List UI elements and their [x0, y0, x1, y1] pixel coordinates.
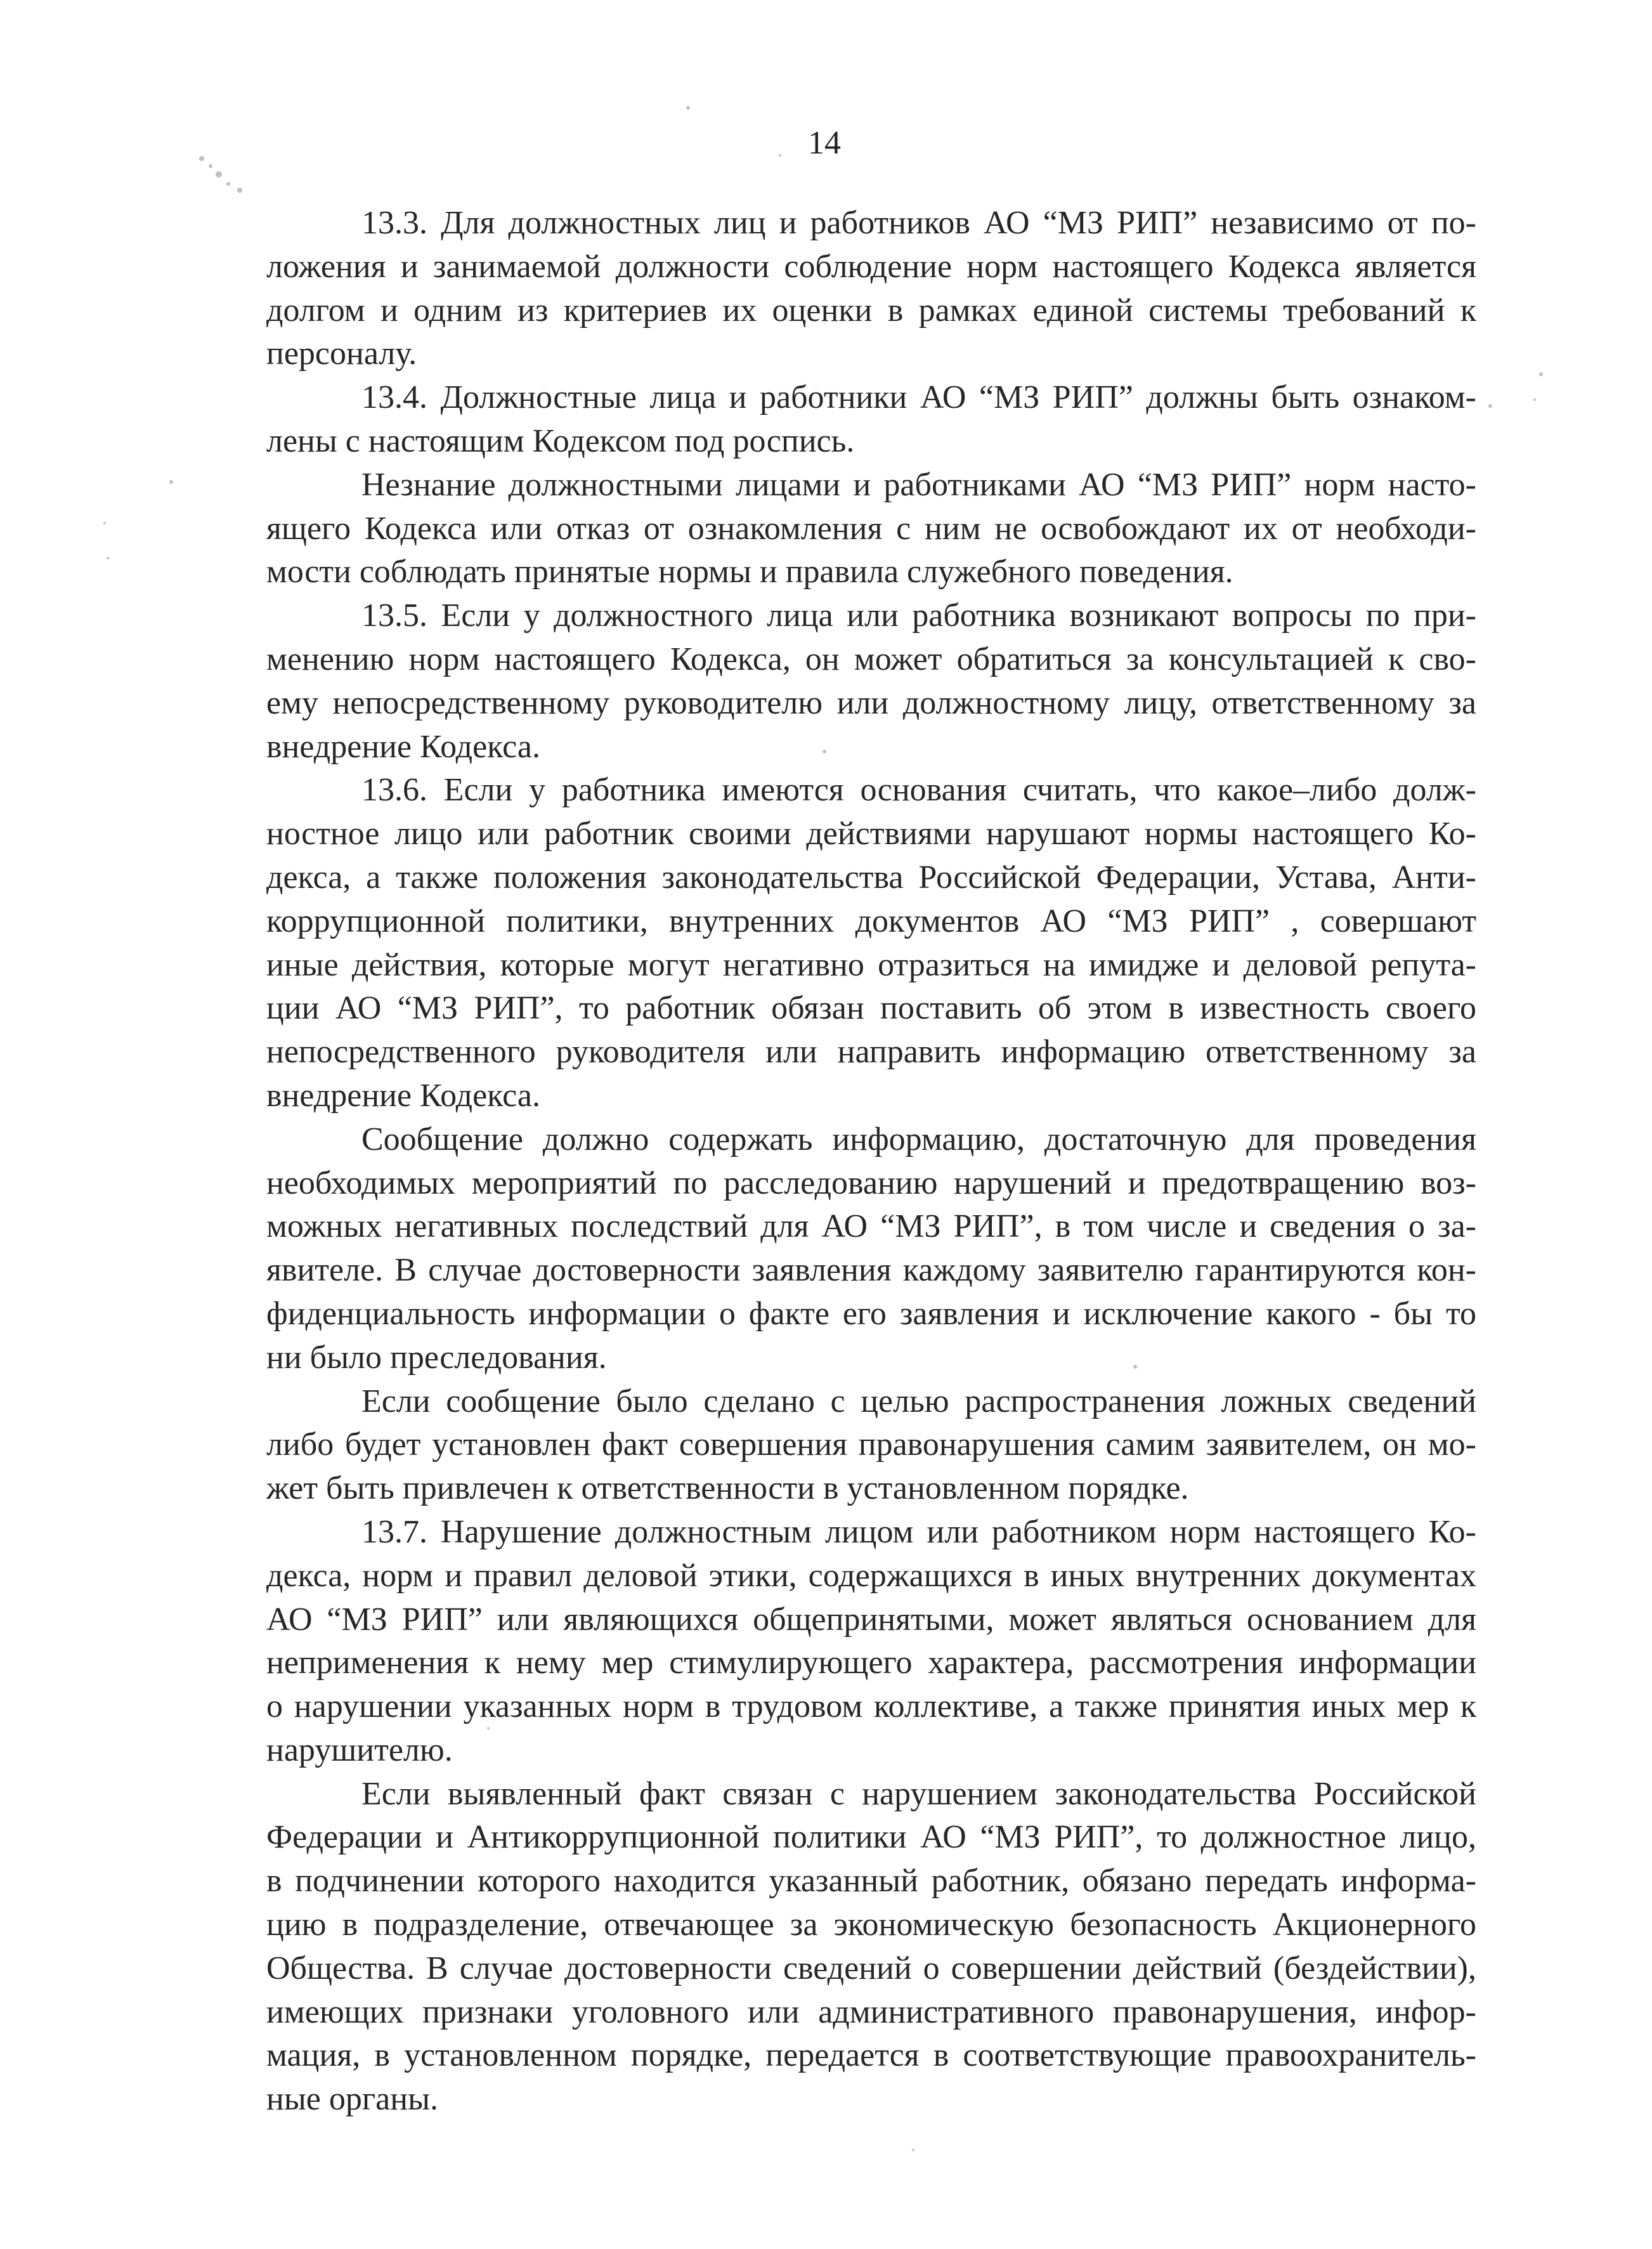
text-line: жет быть привлечен к ответственности в установленном порядке.	[266, 1470, 1189, 1507]
text-line: неприменения к нему мер стимулирующего характера, рассмотрения информации	[266, 1645, 1476, 1681]
text-line: можных негативных последствий для АО “МЗ РИП”, в том числе и сведения о за-	[266, 1208, 1476, 1245]
paragraph-13-3	[171, 202, 1476, 376]
text-line: 13.7. Нарушение должностным лицом или работником норм настоящего Ко-	[361, 1513, 1476, 1550]
text-line: Если выявленный факт связан с нарушением законодательства Российской	[361, 1775, 1476, 1812]
text-line: Федерации и Антикоррупционной политики АО “МЗ РИП”, то должностное лицо,	[266, 1819, 1476, 1856]
scan-speck	[1488, 404, 1492, 408]
text-line: Если сообщение было сделано с целью распространения ложных сведений	[361, 1383, 1476, 1419]
text-line: декса, а также положения законодательства Российской Федерации, Устава, Анти-	[266, 859, 1476, 896]
scan-speck	[237, 188, 242, 193]
paragraph-legal-violation	[171, 1773, 1476, 2122]
text-line: менению норм настоящего Кодекса, он может обратиться за консультацией к сво-	[266, 641, 1476, 677]
text-line: коррупционной политики, внутренних документов АО “МЗ РИП” , совершают	[266, 903, 1476, 939]
text-line: ностное лицо или работник своими действиями нарушают нормы настоящего Ко-	[266, 816, 1476, 852]
text-line: мости соблюдать принятые нормы и правила служебного поведения.	[266, 554, 1233, 590]
scan-speck	[209, 164, 212, 168]
text-line: явителе. В случае достоверности заявления каждому заявителю гарантируются кон-	[266, 1252, 1476, 1289]
paragraph-ignorance	[171, 464, 1476, 594]
paragraph-13-4	[171, 376, 1476, 464]
text-line: 13.4. Должностные лица и работники АО “МЗ РИП” должны быть ознаком-	[361, 379, 1476, 416]
text-line: имеющих признаки уголовного или административного правонарушения, инфор-	[266, 1993, 1476, 2030]
scan-speck	[226, 182, 230, 186]
text-line: ции АО “МЗ РИП”, то работник обязан поставить об этом в известность своего	[266, 990, 1476, 1027]
text-line: о нарушении указанных норм в трудовом коллективе, а также принятия иных мер к	[266, 1688, 1476, 1725]
text-line: персоналу.	[266, 336, 417, 372]
text-line: долгом и одним из критериев их оценки в рамках единой системы требований к	[266, 292, 1476, 329]
text-line: Сообщение должно содержать информацию, достаточную для проведения	[361, 1121, 1476, 1157]
scan-speck	[1539, 372, 1543, 376]
text-line: внедрение Кодекса.	[266, 728, 540, 765]
text-line: лены с настоящим Кодексом под роспись.	[266, 422, 855, 459]
paragraph-report-content	[171, 1118, 1476, 1380]
scan-speck	[1533, 398, 1536, 401]
text-line: нарушителю.	[266, 1731, 453, 1768]
text-line: 13.3. Для должностных лиц и работников АО “МЗ РИП” независимо от по-	[361, 205, 1476, 241]
text-line: внедрение Кодекса.	[266, 1077, 540, 1114]
text-line: 13.5. Если у должностного лица или работника возникают вопросы по при-	[361, 597, 1476, 634]
paragraph-13-5	[171, 594, 1476, 769]
text-line: ложения и занимаемой должности соблюдение норм настоящего Кодекса является	[266, 248, 1476, 285]
text-line: ему непосредственному руководителю или должностному лицу, ответственному за	[266, 684, 1476, 721]
text-line: 13.6. Если у работника имеются основания считать, что какое–либо долж-	[361, 772, 1476, 809]
paragraph-13-7	[171, 1511, 1476, 1773]
text-line: непосредственного руководителя или направить информацию ответственному за	[266, 1034, 1476, 1071]
text-line: декса, норм и правил деловой этики, содержащихся в иных внутренних документах	[266, 1557, 1476, 1594]
text-line: ящего Кодекса или отказ от ознакомления с ним не освобождают их от необходи-	[266, 510, 1476, 547]
paragraph-false-report	[171, 1380, 1476, 1511]
text-line: цию в подразделение, отвечающее за экономическую безопасность Акционерного	[266, 1907, 1476, 1943]
text-line: ные органы.	[266, 2081, 439, 2118]
scan-speck	[686, 106, 690, 110]
scan-speck	[912, 2149, 914, 2151]
document-body	[171, 202, 1476, 2122]
text-line: либо будет установлен факт совершения правонарушения самим заявителем, он мо-	[266, 1426, 1476, 1463]
text-line: АО “МЗ РИП” или являющихся общепринятыми, может являться основанием для	[266, 1601, 1476, 1638]
text-line: Общества. В случае достоверности сведений о совершении действий (бездействии),	[266, 1950, 1476, 1986]
text-line: иные действия, которые могут негативно отразиться на имидже и деловой репута-	[266, 946, 1476, 983]
scan-speck	[216, 171, 222, 178]
scan-speck	[107, 557, 109, 559]
text-line: Незнание должностными лицами и работниками АО “МЗ РИП” норм насто-	[361, 466, 1476, 503]
text-line: ни было преследования.	[266, 1339, 607, 1376]
text-line: в подчинении которого находится указанный работник, обязано передать информа-	[266, 1863, 1476, 1900]
scan-speck	[199, 156, 204, 161]
paragraph-13-6	[171, 769, 1476, 1118]
text-line: мация, в установленном порядке, передается в соответствующие правоохранитель-	[266, 2037, 1476, 2074]
text-line: фиденциальность информации о факте его заявления и исключение какого - бы то	[266, 1295, 1476, 1332]
text-line: необходимых мероприятий по расследованию нарушений и предотвращению воз-	[266, 1164, 1476, 1201]
scan-speck	[103, 522, 106, 525]
page-number: 14	[808, 125, 841, 161]
